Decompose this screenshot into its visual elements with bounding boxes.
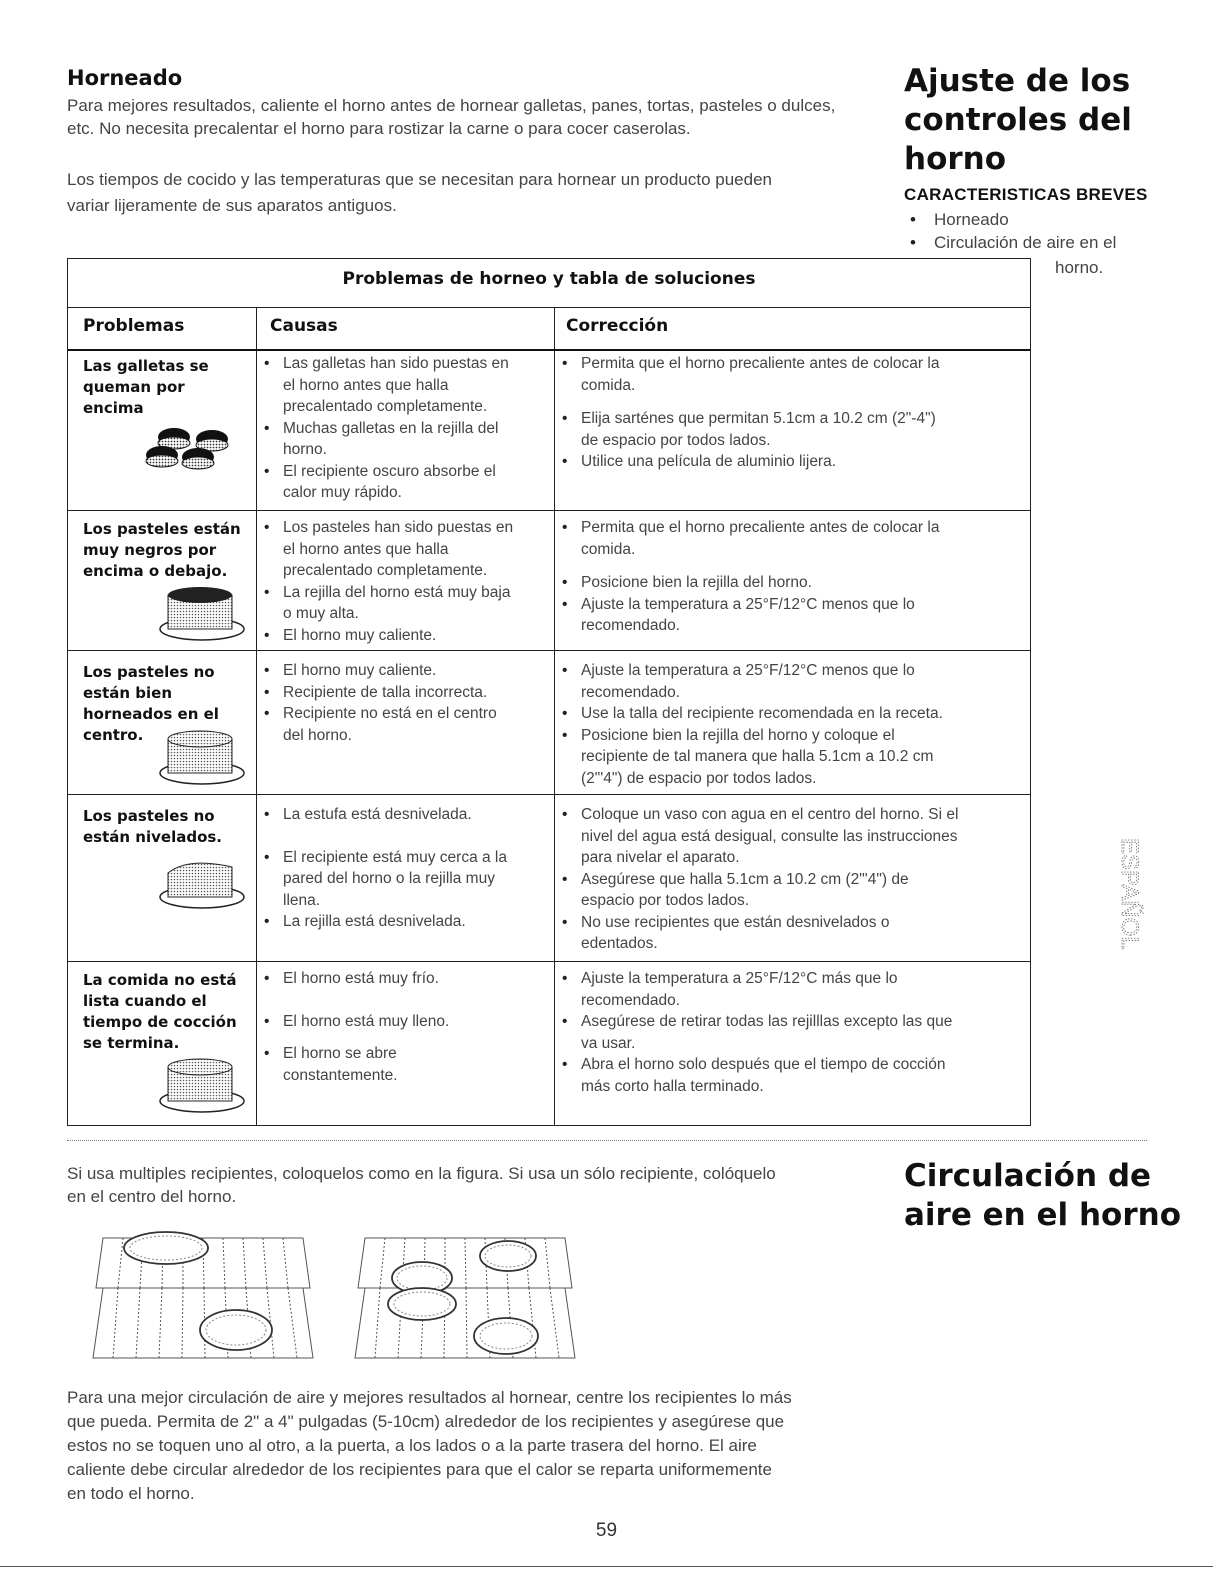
- fixes-galletas: [554, 353, 1024, 473]
- problem-galletas: [83, 356, 263, 419]
- text-line: • Recipiente de talla incorrecta.: [283, 683, 488, 701]
- header-divider: [68, 349, 1030, 351]
- rack-four-pans-illustration: [88, 1218, 318, 1368]
- text-line: llena.: [283, 891, 321, 909]
- text-line: • Asegúrese de retirar todas las rejilllas excepto las que: [581, 1013, 953, 1030]
- text-line: más corto halla terminado.: [581, 1077, 764, 1095]
- text-line: estos no se toquen uno al otro, a la puerta, a los lados o a la parte trasera del horno. El aire: [67, 1436, 757, 1455]
- text-line: el horno antes que halla: [283, 540, 449, 558]
- fix-item: [554, 1011, 1024, 1054]
- row-divider: [68, 961, 1030, 962]
- rack-two-pans-illustration: [350, 1218, 580, 1368]
- text-line: • La estufa está desnivelada.: [283, 806, 472, 823]
- causes-pasteles-nivelados: [256, 804, 552, 933]
- text-line: Las galletas se: [83, 357, 209, 375]
- cause-item: [256, 911, 552, 933]
- text-line: comida.: [581, 376, 636, 394]
- text-line: Los pasteles no: [83, 807, 215, 825]
- cookies-illustration: [140, 419, 250, 479]
- text-line: recomendado.: [581, 683, 681, 701]
- text-line: • Elija sarténes que permitan 5.1cm a 10.2 cm (2"-4"): [581, 410, 936, 427]
- text-line: (2"'4") de espacio por todos lados.: [581, 769, 817, 787]
- cake-pan-illustration: [158, 1055, 248, 1115]
- cause-item: [256, 703, 552, 746]
- text-line: • El recipiente oscuro absorbe el: [283, 462, 496, 480]
- text-line: Los tiempos de cocido y las temperaturas que se necesitan para hornear un producto pueden: [67, 170, 773, 189]
- text-line: variar lijeramente de sus aparatos antiguos.: [67, 196, 397, 215]
- text-line: recomendado.: [581, 617, 681, 634]
- divider: [68, 307, 1030, 308]
- text-line: de espacio por todos lados.: [581, 431, 771, 449]
- feature-item: • Horneado: [904, 208, 1154, 231]
- fix-item: [554, 572, 1024, 594]
- text-line: • El horno está muy frío.: [283, 970, 439, 987]
- side-title: [904, 62, 1132, 179]
- text-line: • Posicione bien la rejilla del horno.: [581, 574, 812, 591]
- fixes-pasteles-nivelados: [554, 804, 1024, 955]
- text-line: lista cuando el: [83, 992, 207, 1010]
- column-header-correccion: Corrección: [566, 316, 669, 336]
- text-line: • La rejilla del horno está muy baja: [283, 583, 511, 601]
- cause-item: [256, 660, 552, 682]
- text-line: pared del horno o la rejilla muy: [283, 870, 495, 887]
- text-line: en el centro del horno.: [67, 1187, 237, 1206]
- row-divider: [68, 510, 1030, 511]
- fix-item: [554, 968, 1024, 1011]
- text-line: • Permita que el horno precaliente antes de colocar la: [581, 519, 940, 536]
- features-list: [904, 208, 1154, 254]
- fix-item: [554, 703, 1024, 725]
- page-edge-line: [0, 1566, 1213, 1567]
- fix-item: [554, 517, 1024, 560]
- row-divider: [68, 650, 1030, 651]
- text-line: edentados.: [581, 935, 658, 952]
- text-line: • El horno está muy lleno.: [283, 1012, 450, 1030]
- intro-paragraph-2: [67, 167, 772, 219]
- language-tab: [1110, 838, 1150, 978]
- text-line: • Muchas galletas en la rejilla del: [283, 419, 499, 437]
- fix-item: [554, 594, 1024, 637]
- text-line: Los pasteles están: [83, 520, 241, 538]
- text-line: • La rejilla está desnivelada.: [283, 913, 466, 930]
- cake-pan-illustration: [158, 727, 248, 787]
- text-line: horno.: [283, 441, 327, 458]
- cake-pan-illustration: [158, 583, 248, 643]
- text-line: • El horno muy caliente.: [283, 662, 437, 679]
- fix-item: [554, 451, 1024, 473]
- side-subtitle: CARACTERISTICAS BREVES: [904, 185, 1148, 204]
- cause-item: [256, 461, 552, 504]
- air-title: [904, 1157, 1181, 1235]
- causes-galletas: [256, 353, 552, 504]
- text-line: están nivelados.: [83, 828, 222, 846]
- fix-item: [554, 660, 1024, 703]
- text-line: encima: [83, 399, 144, 417]
- side-title-line: Ajuste de los: [904, 63, 1131, 99]
- text-line: encima o debajo.: [83, 562, 228, 580]
- text-line: • Ajuste la temperatura a 25°F/12°C menos que lo: [581, 662, 915, 679]
- causes-pasteles-centro: [256, 660, 552, 746]
- fix-item: [554, 408, 1024, 451]
- text-line: recipiente de tal manera que halla 5.1cm a 10.2 cm: [581, 748, 934, 765]
- text-line: • Utilice una película de aluminio lijera.: [581, 453, 837, 470]
- text-line: queman por: [83, 378, 185, 396]
- text-line: tiempo de cocción: [83, 1013, 237, 1031]
- text-line: La comida no está: [83, 971, 237, 989]
- text-line: Para mejores resultados, caliente el horno antes de hornear galletas, panes, tortas, pasteles o dulces,: [67, 96, 836, 115]
- text-line: • Coloque un vaso con agua en el centro del horno. Si el: [581, 806, 959, 823]
- fixes-pasteles-centro: [554, 660, 1024, 789]
- side-title-line: controles del: [904, 102, 1132, 138]
- fix-item: [554, 869, 1024, 912]
- column-header-problemas: Problemas: [83, 316, 185, 336]
- text-line: muy negros por: [83, 541, 217, 559]
- text-line: Si usa multiples recipientes, coloquelos como en la figura. Si usa un sólo recipiente, colóquelo: [67, 1164, 776, 1183]
- text-line: se termina.: [83, 1034, 180, 1052]
- cause-item: [256, 517, 552, 582]
- problem-comida-no-lista: [83, 970, 263, 1054]
- cause-item: [256, 968, 552, 990]
- text-line: • Los pasteles han sido puestas en: [283, 519, 514, 536]
- text-line: • Asegúrese que halla 5.1cm a 10.2 cm (2"'4") de: [581, 870, 909, 888]
- fix-item: [554, 1054, 1024, 1097]
- text-line: horneados en el: [83, 705, 219, 723]
- text-line: precalentado completamente.: [283, 398, 488, 415]
- text-line: Para una mejor circulación de aire y mejores resultados al hornear, centre los recipientes lo más: [67, 1388, 792, 1407]
- fixes-pasteles-negros: [554, 517, 1024, 637]
- text-line: o muy alta.: [283, 605, 359, 622]
- text-line: recomendado.: [581, 991, 681, 1009]
- cause-item: [256, 625, 552, 647]
- column-header-causas: Causas: [270, 316, 338, 336]
- text-line: • Posicione bien la rejilla del horno y coloque el: [581, 726, 895, 744]
- section-heading-horneado: Horneado: [67, 66, 183, 90]
- fix-item: [554, 912, 1024, 955]
- text-line: Los pasteles no: [83, 663, 215, 681]
- text-line: • No use recipientes que están desnivelados o: [581, 913, 890, 931]
- problem-pasteles-negros: [83, 519, 263, 582]
- text-line: constantemente.: [283, 1066, 398, 1084]
- page-number: 59: [595, 1520, 618, 1541]
- table-title: Problemas de horneo y tabla de soluciones: [342, 269, 756, 289]
- text-line: • Las galletas han sido puestas en: [283, 355, 509, 372]
- cause-item: [256, 418, 552, 461]
- text-line: • El horno muy caliente.: [283, 626, 437, 644]
- text-line: • Recipiente no está en el centro: [283, 705, 497, 722]
- problems-table: [67, 258, 1031, 1126]
- text-line: • Use la talla del recipiente recomendada en la receta.: [581, 705, 943, 722]
- side-title-line: horno: [904, 141, 1007, 177]
- air-paragraph: [67, 1386, 792, 1506]
- text-line: el horno antes que halla: [283, 376, 449, 394]
- row-divider: [68, 794, 1030, 795]
- section-separator: [67, 1140, 1147, 1141]
- text-line: • Permita que el horno precaliente antes de colocar la: [581, 355, 940, 372]
- problem-pasteles-nivelados: [83, 806, 263, 848]
- air-title-line: aire en el horno: [904, 1197, 1182, 1233]
- text-line: comida.: [581, 540, 636, 558]
- text-line: que pueda. Permita de 2" a 4" pulgadas (5-10cm) alrededor de los recipientes y asegúrese que: [67, 1412, 785, 1431]
- intro-paragraph-1: [67, 94, 835, 140]
- cause-item: [256, 1011, 552, 1033]
- air-title-line: Circulación de: [904, 1158, 1152, 1194]
- cause-item: [256, 353, 552, 418]
- text-line: espacio por todos lados.: [581, 892, 750, 909]
- text-line: en todo el horno.: [67, 1484, 195, 1503]
- fix-item: [554, 353, 1024, 396]
- fix-item: [554, 804, 1024, 869]
- text-line: • Ajuste la temperatura a 25°F/12°C menos que lo: [581, 595, 915, 613]
- text-line: calor muy rápido.: [283, 484, 402, 501]
- causes-comida-no-lista: [256, 968, 552, 1086]
- cause-item: [256, 682, 552, 704]
- cause-item: [256, 847, 552, 912]
- text-line: caliente debe circular alrededor de los recipientes para que el calor se reparta uniformemente: [67, 1460, 772, 1479]
- text-line: • Ajuste la temperatura a 25°F/12°C más que lo: [581, 970, 898, 987]
- text-line: del horno.: [283, 726, 352, 744]
- causes-pasteles-negros: [256, 517, 552, 646]
- feature-item: • Circulación de aire en el: [904, 231, 1154, 254]
- text-line: precalentado completamente.: [283, 562, 488, 579]
- air-intro: [67, 1162, 776, 1208]
- text-line: centro.: [83, 726, 144, 744]
- feature-item-continuation: horno.: [1055, 258, 1104, 277]
- text-line: nivel del agua está desigual, consulte las instrucciones: [581, 827, 958, 845]
- cause-item: [256, 1043, 552, 1086]
- fix-item: [554, 725, 1024, 790]
- text-line: para nivelar el aparato.: [581, 849, 740, 866]
- text-line: • Abra el horno solo después que el tiempo de cocción: [581, 1056, 946, 1073]
- text-line: va usar.: [581, 1034, 636, 1052]
- language-label: ESPAÑOL: [1116, 838, 1143, 950]
- fixes-comida-no-lista: [554, 968, 1024, 1097]
- text-line: etc. No necesita precalentar el horno para rostizar la carne o para cocer caserolas.: [67, 119, 691, 138]
- text-line: están bien: [83, 684, 173, 702]
- cause-item: [256, 804, 552, 826]
- tilted-cake-illustration: [158, 851, 248, 911]
- text-line: • El recipiente está muy cerca a la: [283, 848, 507, 866]
- text-line: • El horno se abre: [283, 1045, 397, 1062]
- cause-item: [256, 582, 552, 625]
